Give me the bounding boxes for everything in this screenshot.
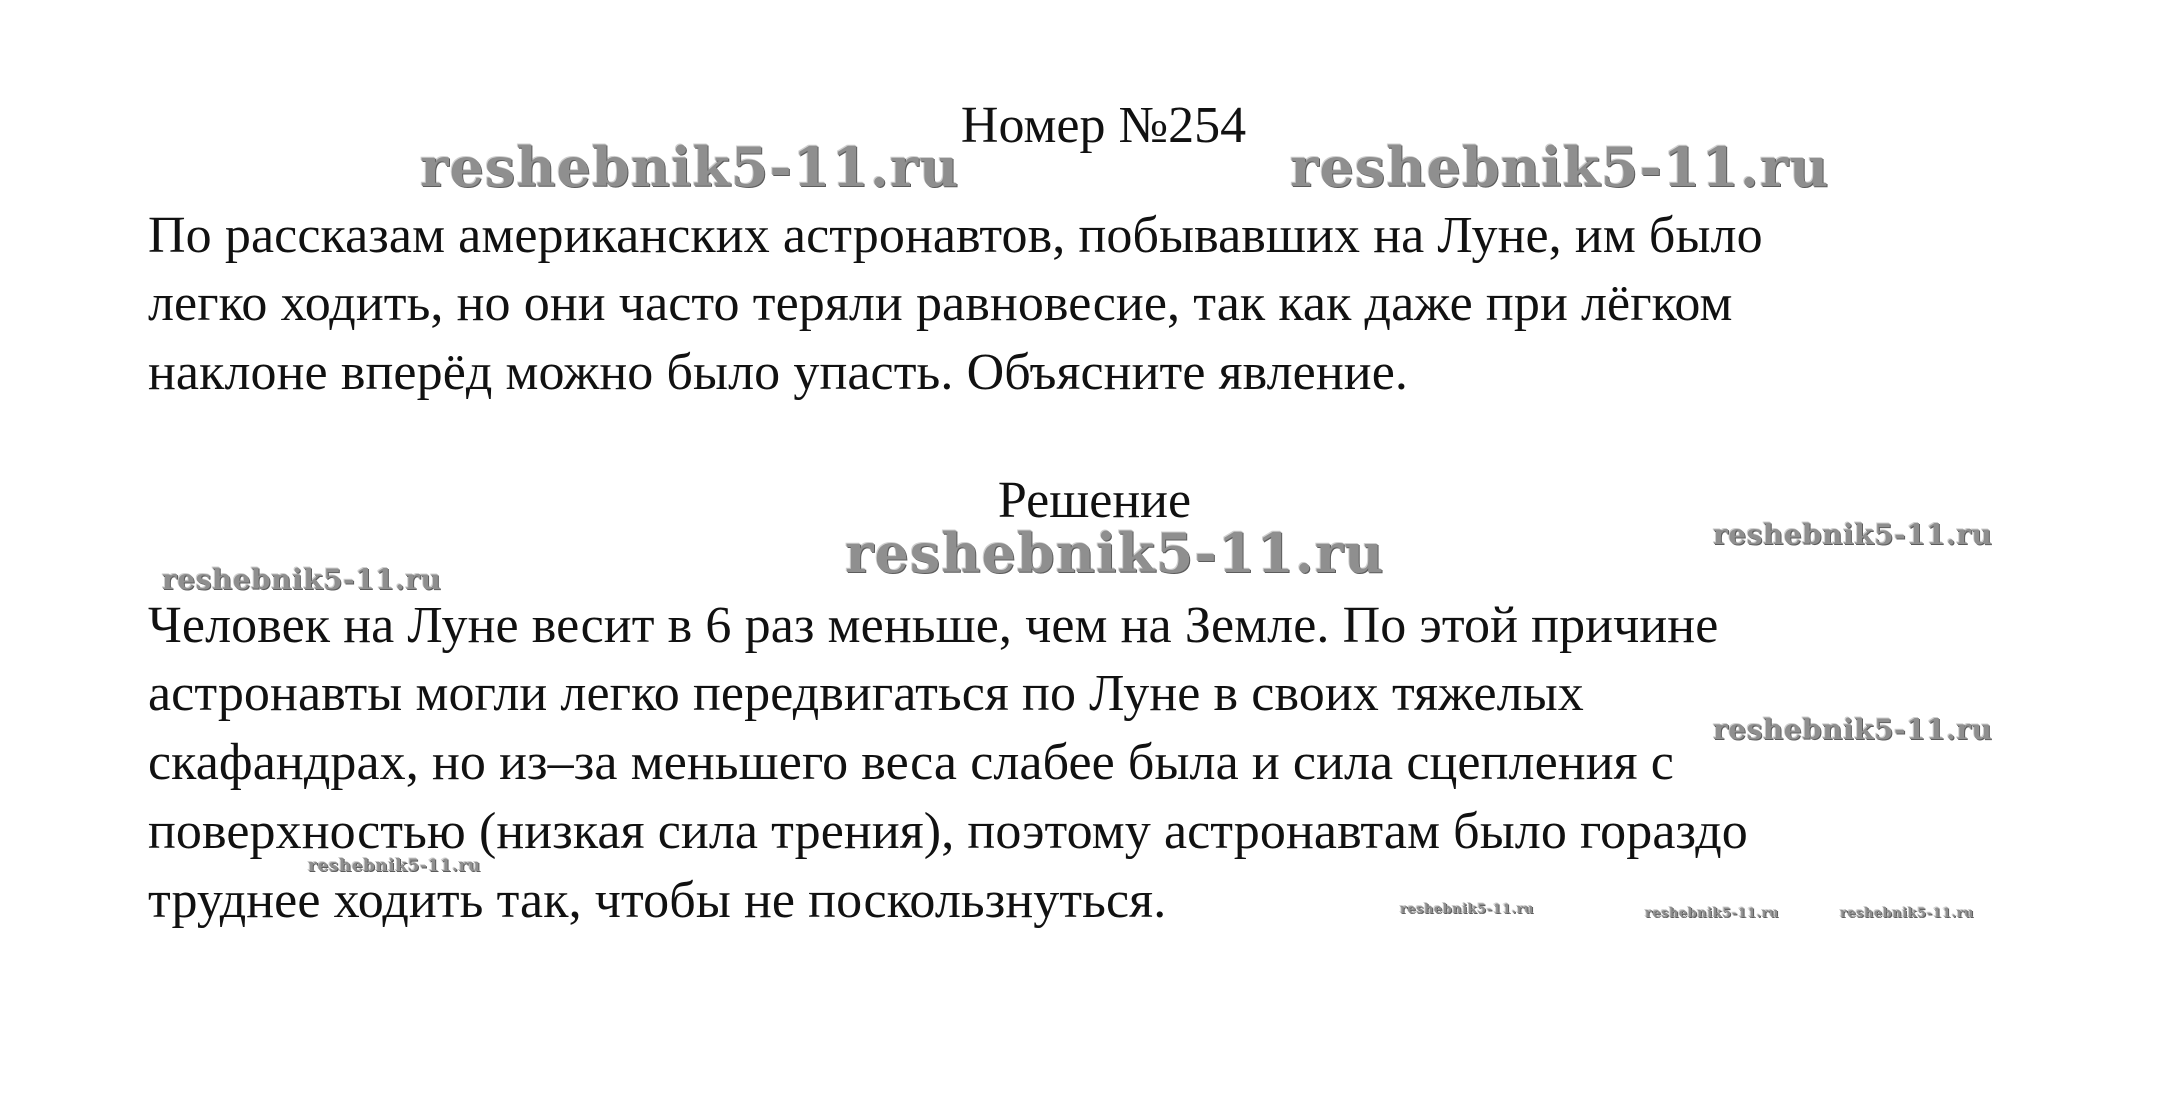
solution-text-line: поверхностью (низкая сила трения), поэтому астронавтам было гораздо [148, 803, 1748, 860]
watermark-logo: reshebnik5-11.ru [1713, 713, 1993, 746]
watermark-logo: reshebnik5-11.ru [1400, 902, 1535, 917]
problem-text-line: наклоне вперёд можно было упасть. Объясните явление. [148, 344, 1408, 401]
problem-text-line: легко ходить, но они часто теряли равновесие, так как даже при лёгком [148, 275, 1733, 332]
watermark-logo: reshebnik5-11.ru [1713, 518, 1993, 551]
watermark-logo: reshebnik5-11.ru [1840, 906, 1975, 921]
watermark-logo: reshebnik5-11.ru [162, 563, 442, 596]
problem-title: Номер №254 [960, 97, 1247, 154]
watermark-logo: reshebnik5-11.ru [308, 856, 481, 876]
solution-text-line: астронавты могли легко передвигаться по Луне в своих тяжелых [148, 665, 1584, 722]
solution-title: Решение [997, 472, 1192, 529]
watermark-logo: reshebnik5-11.ru [1645, 906, 1780, 921]
problem-text-line: По рассказам американских астронавтов, побывавших на Луне, им было [148, 207, 1763, 264]
watermark-logo: reshebnik5-11.ru [1290, 135, 1830, 199]
watermark-logo: reshebnik5-11.ru [420, 135, 960, 199]
solution-text-line: скафандрах, но из–за меньшего веса слабее была и сила сцепления с [148, 734, 1674, 791]
watermark-logo: reshebnik5-11.ru [845, 521, 1385, 585]
solution-text-line: труднее ходить так, чтобы не поскользнуться. [148, 872, 1167, 929]
solution-text-line: Человек на Луне весит в 6 раз меньше, чем на Земле. По этой причине [148, 597, 1719, 654]
